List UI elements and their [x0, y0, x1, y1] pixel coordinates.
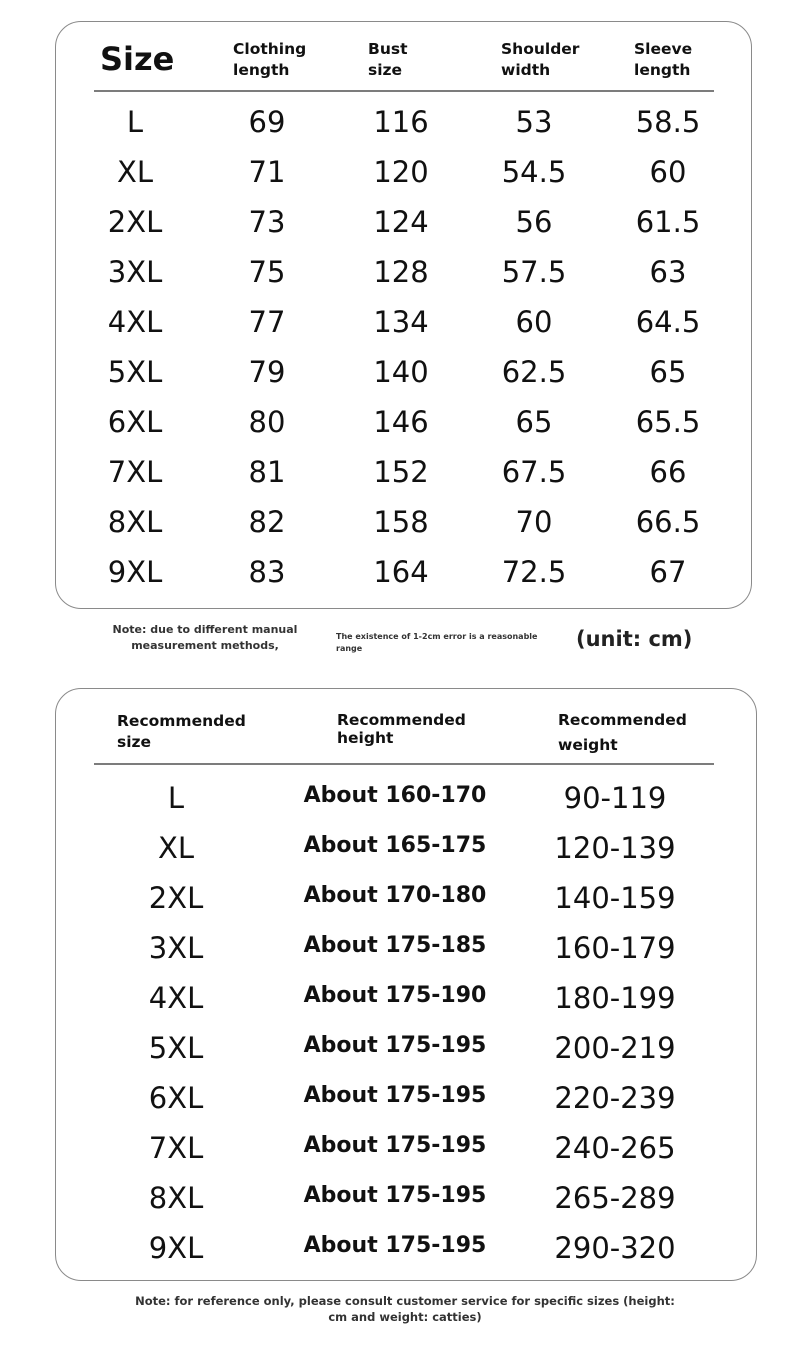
size-cell-clothing-length: 83 — [248, 555, 286, 589]
bust-size-header: Bust size — [368, 40, 408, 79]
header-divider — [94, 90, 714, 92]
recommend-cell-weight: 90-119 — [563, 781, 667, 815]
recommend-cell-size: L — [167, 781, 185, 815]
size-cell-clothing-length: 79 — [248, 355, 286, 389]
error-range-note: The existence of 1-2cm error is a reasonable range — [336, 632, 538, 653]
recommend-cell-height: About 160-170 — [303, 783, 487, 808]
size-cell-clothing-length: 80 — [248, 405, 286, 439]
recommend-cell-size: 6XL — [148, 1081, 204, 1115]
recommended-weight-header: Recommended weight — [558, 711, 687, 754]
recommend-cell-weight: 140-159 — [554, 881, 676, 915]
size-cell-size: 7XL — [107, 455, 163, 489]
recommend-cell-weight: 200-219 — [554, 1031, 676, 1065]
size-cell-bust-size: 120 — [373, 155, 429, 189]
size-cell-size: L — [126, 105, 144, 139]
clothing-length-header: Clothing length — [233, 40, 307, 79]
size-cell-clothing-length: 73 — [248, 205, 286, 239]
size-cell-bust-size: 140 — [373, 355, 429, 389]
recommend-cell-weight: 160-179 — [554, 931, 676, 965]
size-cell-sleeve-length: 66 — [649, 455, 687, 489]
size-cell-sleeve-length: 58.5 — [635, 105, 701, 139]
size-cell-shoulder-width: 72.5 — [501, 555, 567, 589]
unit-label: (unit: cm) — [576, 627, 693, 651]
size-cell-size: 3XL — [107, 255, 163, 289]
size-cell-shoulder-width: 65 — [515, 405, 553, 439]
recommended-size-header: Recommended size — [117, 712, 246, 751]
recommend-cell-size: 4XL — [148, 981, 204, 1015]
size-cell-bust-size: 152 — [373, 455, 429, 489]
size-cell-bust-size: 124 — [373, 205, 429, 239]
recommend-cell-height: About 175-190 — [303, 983, 487, 1008]
size-cell-sleeve-length: 63 — [649, 255, 687, 289]
recommend-cell-weight: 265-289 — [554, 1181, 676, 1215]
size-cell-sleeve-length: 65.5 — [635, 405, 701, 439]
size-cell-clothing-length: 71 — [248, 155, 286, 189]
size-cell-sleeve-length: 60 — [649, 155, 687, 189]
size-cell-bust-size: 128 — [373, 255, 429, 289]
recommend-cell-size: 2XL — [148, 881, 204, 915]
size-cell-clothing-length: 81 — [248, 455, 286, 489]
recommend-cell-height: About 175-195 — [303, 1183, 487, 1208]
recommend-cell-height: About 170-180 — [303, 883, 487, 908]
size-cell-size: 4XL — [107, 305, 163, 339]
size-cell-size: 8XL — [107, 505, 163, 539]
size-cell-sleeve-length: 65 — [649, 355, 687, 389]
size-cell-size: 2XL — [107, 205, 163, 239]
size-cell-size: XL — [116, 155, 154, 189]
recommend-cell-weight: 240-265 — [554, 1131, 676, 1165]
recommend-cell-weight: 120-139 — [554, 831, 676, 865]
size-cell-clothing-length: 69 — [248, 105, 286, 139]
size-cell-size: 5XL — [107, 355, 163, 389]
size-cell-clothing-length: 75 — [248, 255, 286, 289]
size-cell-bust-size: 146 — [373, 405, 429, 439]
size-cell-shoulder-width: 54.5 — [501, 155, 567, 189]
size-cell-bust-size: 164 — [373, 555, 429, 589]
recommend-cell-size: 3XL — [148, 931, 204, 965]
reference-note: Note: for reference only, please consult customer service for specific sizes (height: cm and weight: catties) — [135, 1294, 675, 1324]
recommendation-panel — [55, 688, 757, 1281]
size-cell-shoulder-width: 70 — [515, 505, 553, 539]
size-cell-size: 9XL — [107, 555, 163, 589]
shoulder-width-header: Shoulder width — [501, 40, 580, 79]
recommend-cell-weight: 220-239 — [554, 1081, 676, 1115]
recommend-cell-height: About 175-195 — [303, 1033, 487, 1058]
recommend-cell-size: XL — [157, 831, 195, 865]
size-cell-shoulder-width: 57.5 — [501, 255, 567, 289]
size-cell-sleeve-length: 67 — [649, 555, 687, 589]
recommend-cell-size: 7XL — [148, 1131, 204, 1165]
recommend-cell-height: About 175-195 — [303, 1133, 487, 1158]
size-cell-sleeve-length: 61.5 — [635, 205, 701, 239]
measurement-note: Note: due to different manual measurement methods, — [112, 623, 298, 652]
size-cell-shoulder-width: 67.5 — [501, 455, 567, 489]
recommended-height-header: Recommended height — [337, 711, 466, 747]
size-cell-bust-size: 116 — [373, 105, 429, 139]
size-cell-shoulder-width: 53 — [515, 105, 553, 139]
size-cell-sleeve-length: 64.5 — [635, 305, 701, 339]
sleeve-length-header: Sleeve length — [634, 40, 693, 79]
recommend-cell-size: 5XL — [148, 1031, 204, 1065]
size-cell-clothing-length: 77 — [248, 305, 286, 339]
recommend-cell-weight: 180-199 — [554, 981, 676, 1015]
size-cell-shoulder-width: 62.5 — [501, 355, 567, 389]
size-cell-shoulder-width: 60 — [515, 305, 553, 339]
recommend-cell-height: About 175-185 — [303, 933, 487, 958]
recommend-cell-height: About 165-175 — [303, 833, 487, 858]
recommend-cell-size: 9XL — [148, 1231, 204, 1265]
recommend-cell-height: About 175-195 — [303, 1083, 487, 1108]
size-header: Size — [100, 40, 175, 78]
header-divider — [94, 763, 714, 765]
size-cell-bust-size: 158 — [373, 505, 429, 539]
recommend-cell-size: 8XL — [148, 1181, 204, 1215]
recommend-cell-height: About 175-195 — [303, 1233, 487, 1258]
size-cell-size: 6XL — [107, 405, 163, 439]
size-cell-bust-size: 134 — [373, 305, 429, 339]
size-chart-panel — [55, 21, 752, 609]
recommend-cell-weight: 290-320 — [554, 1231, 676, 1265]
size-cell-clothing-length: 82 — [248, 505, 286, 539]
size-cell-shoulder-width: 56 — [515, 205, 553, 239]
size-cell-sleeve-length: 66.5 — [635, 505, 701, 539]
